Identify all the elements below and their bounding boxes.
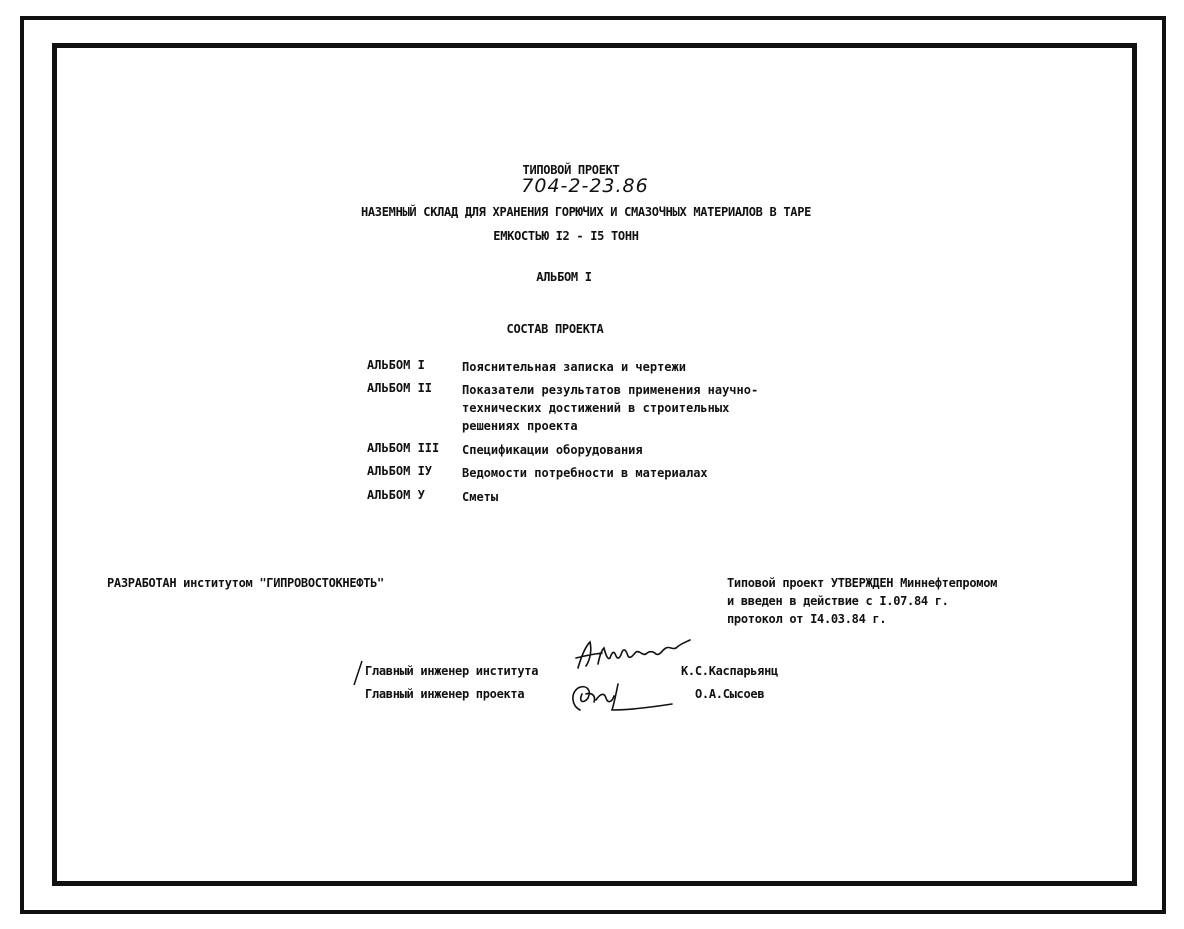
signature-role-2: Главный инженер проекта (365, 687, 525, 701)
title-line-2: ЕМКОСТЬЮ I2 - I5 ТОНН (493, 229, 639, 243)
approval-line-2: и введен в действие с I.07.84 г. (727, 594, 949, 608)
album-description: Пояснительная записка и чертежи (462, 360, 686, 374)
signature-role-1: Главный инженер института (365, 664, 539, 678)
approval-line-1: Типовой проект УТВЕРЖДЕН Миннефтепромом (727, 576, 998, 590)
developer-text: РАЗРАБОТАН институтом "ГИПРОВОСТОКНЕФТЬ" (107, 576, 384, 590)
album-description: Спецификации оборудования (462, 443, 643, 457)
signature-name-1: К.С.Каспарьянц (681, 664, 778, 678)
title-line-1: НАЗЕМНЫЙ СКЛАД ДЛЯ ХРАНЕНИЯ ГОРЮЧИХ И СМАЗОЧНЫХ МАТЕРИАЛОВ В ТАРЕ (360, 205, 812, 219)
project-number: 704-2-23.86 (521, 175, 649, 197)
album-description: Сметы (462, 490, 499, 504)
composition-heading: СОСТАВ ПРОЕКТА (506, 322, 604, 336)
album-description: Ведомости потребности в материалах (462, 466, 708, 480)
approval-line-3: протокол от I4.03.84 г. (727, 612, 887, 626)
album-number: АЛЬБОМ IУ (367, 464, 433, 478)
album-label: АЛЬБОМ I (536, 270, 592, 284)
album-number: АЛЬБОМ У (367, 488, 425, 502)
album-number: АЛЬБОМ III (367, 441, 440, 455)
signature-name-2: О.А.Сысоев (695, 687, 765, 701)
album-description: Показатели результатов применения научно- технических достижений в строительных решениях проекта (462, 383, 759, 433)
handwritten-signature-1 (572, 636, 694, 674)
album-number: АЛЬБОМ II (367, 381, 433, 395)
handwritten-signature-2 (566, 680, 676, 716)
album-number: АЛЬБОМ I (367, 358, 425, 372)
slash-mark (352, 660, 364, 686)
doc-type: ТИПОВОЙ ПРОЕКТ (522, 163, 620, 177)
